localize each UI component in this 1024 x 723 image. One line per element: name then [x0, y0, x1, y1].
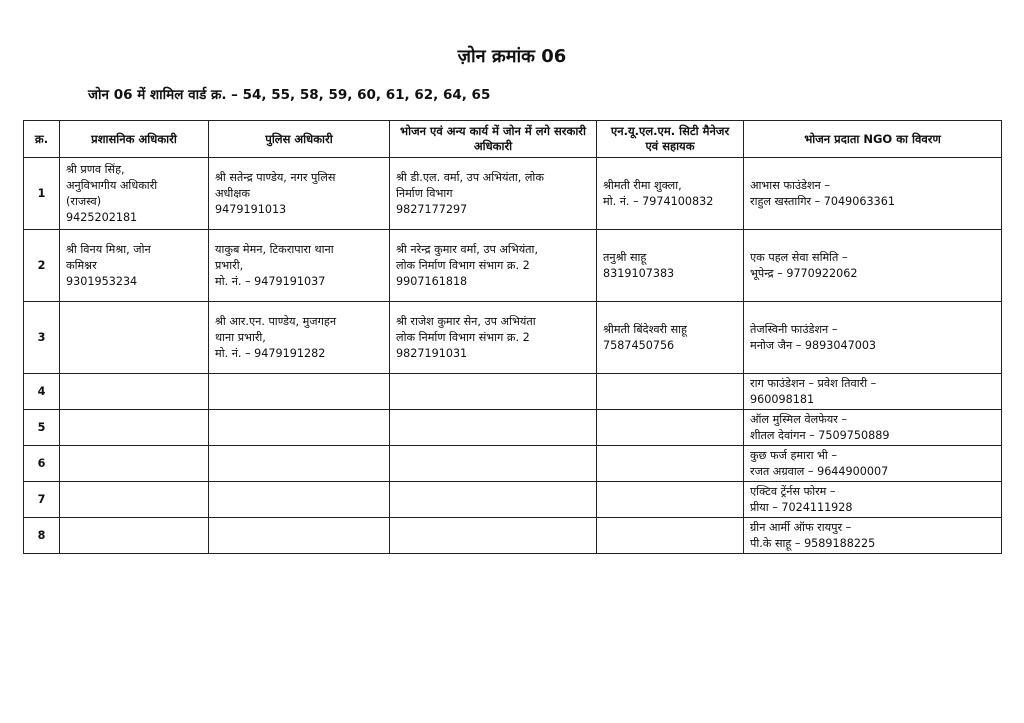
cell-text-line: श्री नरेन्द्र कुमार वर्मा, उप अभियंता, [396, 242, 539, 256]
cell-text-line: मो. नं. – 9479191282 [215, 346, 326, 360]
cell-govt-officer [390, 302, 597, 374]
cell-text-line: पी.के साहू – 9589188225 [750, 536, 876, 550]
table-row [24, 446, 1002, 482]
cell-police-officer [209, 410, 390, 446]
cell-text-line: 7587450756 [603, 338, 675, 352]
cell-nulm-manager [597, 410, 744, 446]
cell-text-line: श्री विनय मिश्रा, जोन [66, 242, 151, 256]
cell-text-line: 8319107383 [603, 266, 675, 280]
cell-text-line: मो. नं. – 9479191037 [215, 274, 326, 288]
cell-ngo-details [744, 482, 1002, 518]
cell-serial-no: 5 [24, 410, 60, 446]
cell-serial-no: 2 [24, 230, 60, 302]
header-nulm-manager: एन.यू.एल.एम. सिटी मैनेजर एवं सहायक [597, 121, 744, 158]
cell-nulm-manager [597, 446, 744, 482]
table-header-row [24, 121, 1002, 158]
cell-serial-no: 1 [24, 158, 60, 230]
cell-text-line: राग फाउंडेशन – प्रवेश तिवारी – [750, 376, 877, 390]
cell-police-officer [209, 230, 390, 302]
cell-text-line: लोक निर्माण विभाग संभाग क्र. 2 [396, 258, 530, 272]
table-row [24, 410, 1002, 446]
cell-ngo-details [744, 374, 1002, 410]
cell-nulm-manager [597, 302, 744, 374]
cell-admin-officer [60, 158, 209, 230]
cell-govt-officer [390, 158, 597, 230]
page-title [0, 44, 1024, 68]
cell-ngo-details [744, 518, 1002, 554]
cell-text-line: श्री राजेश कुमार सेन, उप अभियंता [396, 314, 536, 328]
cell-govt-officer [390, 518, 597, 554]
cell-text-line: 9301953234 [66, 274, 138, 288]
cell-text-line: 9827177297 [396, 202, 468, 216]
cell-text-line: अनुविभागीय अधिकारी [66, 178, 158, 192]
header-govt-officer: भोजन एवं अन्य कार्य में जोन में लगे सरकारी अधिकारी [390, 121, 597, 158]
cell-text-line: 9827191031 [396, 346, 468, 360]
cell-govt-officer [390, 410, 597, 446]
cell-admin-officer [60, 230, 209, 302]
cell-ngo-details [744, 230, 1002, 302]
header-serial-no: क्र. [24, 121, 60, 158]
cell-text-line: लोक निर्माण विभाग संभाग क्र. 2 [396, 330, 530, 344]
cell-nulm-manager [597, 230, 744, 302]
cell-text-line: 9425202181 [66, 210, 138, 224]
cell-text-line: आभास फाउंडेशन – [750, 178, 830, 192]
cell-text-line: थाना प्रभारी, [215, 330, 266, 344]
cell-govt-officer [390, 374, 597, 410]
cell-ngo-details [744, 302, 1002, 374]
zone-officials-table [23, 120, 1002, 554]
cell-nulm-manager [597, 374, 744, 410]
ward-list-subtitle: जोन 06 में शामिल वार्ड क्र. – 54, 55, 58, 59, 60, 61, 62, 64, 65 [88, 87, 491, 103]
cell-nulm-manager [597, 482, 744, 518]
table-row [24, 230, 1002, 302]
cell-text-line: एक पहल सेवा समिति – [750, 250, 848, 264]
table-row [24, 158, 1002, 230]
header-police-officer: पुलिस अधिकारी [209, 121, 390, 158]
header-admin-officer: प्रशासनिक अधिकारी [60, 121, 209, 158]
cell-text-line: याकुब मेमन, टिकरापारा थाना [215, 242, 334, 256]
cell-text-line: राहुल खस्तागिर – 7049063361 [750, 194, 895, 208]
cell-serial-no: 6 [24, 446, 60, 482]
cell-nulm-manager [597, 518, 744, 554]
cell-serial-no: 3 [24, 302, 60, 374]
cell-text-line: कमिश्नर [66, 258, 97, 272]
cell-text-line: एक्टिव ट्रेंर्नस फोरम – [750, 484, 836, 498]
cell-text-line: ऑल मुस्मिल वेलफेयर – [750, 412, 848, 426]
cell-police-officer [209, 446, 390, 482]
cell-police-officer [209, 374, 390, 410]
table-row [24, 302, 1002, 374]
cell-police-officer [209, 302, 390, 374]
cell-text-line: प्रभारी, [215, 258, 244, 272]
cell-text-line: श्री आर.एन. पाण्डेय, मुजगहन [215, 314, 337, 328]
cell-text-line: कुछ फर्ज हमारा भी – [750, 448, 837, 462]
cell-text-line: श्री डी.एल. वर्मा, उप अभियंता, लोक [396, 170, 544, 184]
table-row [24, 374, 1002, 410]
cell-admin-officer [60, 302, 209, 374]
cell-ngo-details [744, 410, 1002, 446]
cell-text-line: श्रीमती रीमा शुक्ला, [603, 178, 682, 192]
cell-admin-officer [60, 482, 209, 518]
cell-serial-no: 7 [24, 482, 60, 518]
cell-text-line: अधीक्षक [215, 186, 250, 200]
cell-text-line: ग्रीन आर्मी ऑफ रायपुर – [750, 520, 852, 534]
cell-text-line: रजत अग्रवाल – 9644900007 [750, 464, 889, 478]
zone-title-text: ज़ोन क्रमांक 06 [457, 46, 567, 67]
cell-admin-officer [60, 374, 209, 410]
cell-text-line: तनुश्री साहू [603, 250, 647, 264]
cell-text-line: 960098181 [750, 392, 815, 406]
cell-admin-officer [60, 446, 209, 482]
cell-text-line: भूपेन्द्र – 9770922062 [750, 266, 858, 280]
cell-serial-no: 8 [24, 518, 60, 554]
cell-text-line: श्री सतेन्द्र पाण्डेय, नगर पुलिस [215, 170, 336, 184]
cell-police-officer [209, 158, 390, 230]
table-row [24, 482, 1002, 518]
cell-text-line: श्रीमती बिंदेश्वरी साहू [603, 322, 687, 336]
header-ngo-details: भोजन प्रदाता NGO का विवरण [744, 121, 1002, 158]
cell-admin-officer [60, 518, 209, 554]
cell-ngo-details [744, 158, 1002, 230]
cell-govt-officer [390, 446, 597, 482]
cell-text-line: शीतल देवांगन – 7509750889 [750, 428, 890, 442]
cell-text-line: मो. नं. – 7974100832 [603, 194, 714, 208]
table-row [24, 518, 1002, 554]
cell-nulm-manager [597, 158, 744, 230]
cell-govt-officer [390, 482, 597, 518]
cell-ngo-details [744, 446, 1002, 482]
cell-text-line: निर्माण विभाग [396, 186, 453, 200]
cell-police-officer [209, 482, 390, 518]
cell-text-line: प्रीया – 7024111928 [750, 500, 853, 514]
cell-text-line: (राजस्व) [66, 194, 102, 208]
cell-text-line: 9479191013 [215, 202, 287, 216]
cell-text-line: तेजस्विनी फाउंडेशन – [750, 322, 838, 336]
cell-admin-officer [60, 410, 209, 446]
cell-govt-officer [390, 230, 597, 302]
cell-serial-no: 4 [24, 374, 60, 410]
cell-text-line: श्री प्रणव सिंह, [66, 162, 125, 176]
cell-text-line: मनोज जैन – 9893047003 [750, 338, 877, 352]
cell-police-officer [209, 518, 390, 554]
cell-text-line: 9907161818 [396, 274, 468, 288]
